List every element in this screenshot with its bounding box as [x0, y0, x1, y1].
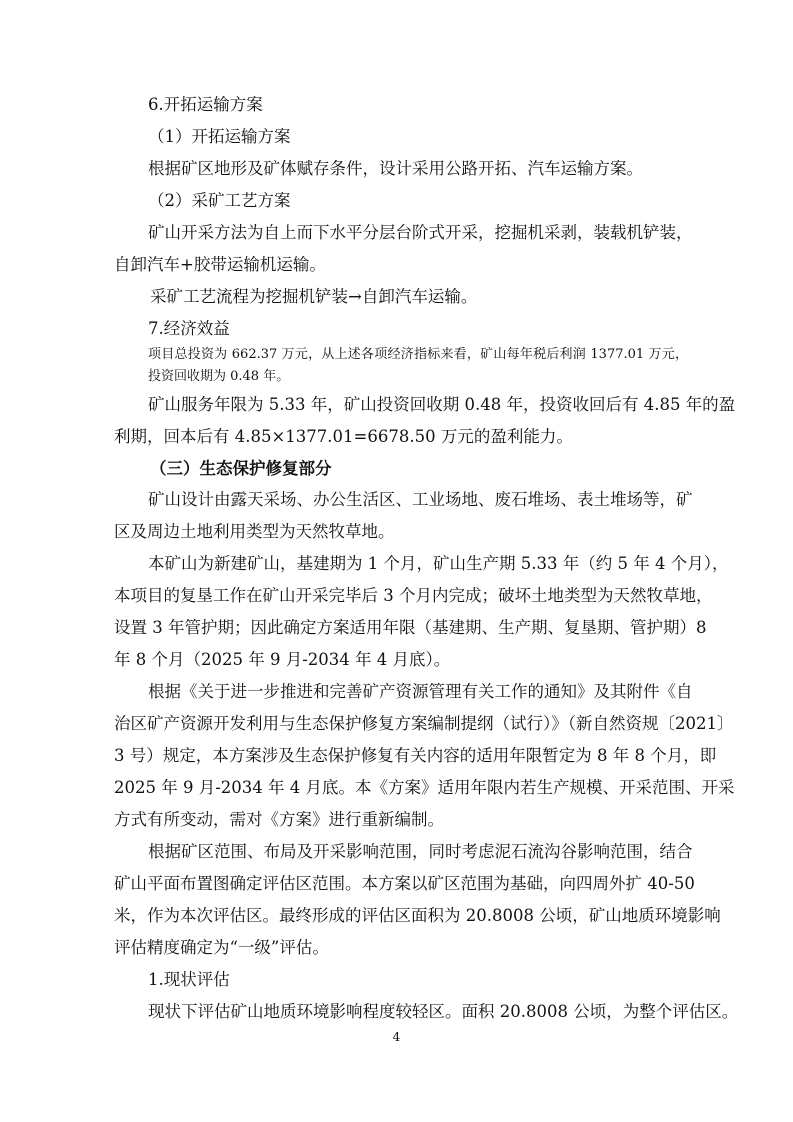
paragraph-text: 矿山开采方法为自上而下水平分层台阶式开采，挖掘机采剥，装载机铲装， — [148, 223, 693, 242]
paragraph-text: 矿山服务年限为 5.33 年，矿山投资回收期 0.48 年，投资收回后有 4.85 年的盈 — [148, 395, 736, 414]
paragraph-text: 方式有所变动，需对《方案》进行重新编制。 — [114, 810, 444, 829]
subheading-6-1: （1）开拓运输方案 — [148, 127, 291, 146]
paragraph-text: 根据矿区范围、布局及开采影响范围，同时考虑泥石流沟谷影响范围，结合 — [148, 842, 693, 861]
paragraph-text-small: 投资回收期为 0.48 年。 — [148, 369, 290, 384]
paragraph-text: 本矿山为新建矿山，基建期为 1 个月，矿山生产期 5.33 年（约 5 年 4 个月）， — [148, 554, 729, 573]
paragraph-text: 治区矿产资源开发利用与生态保护修复方案编制提纲（试行）》（新自然资规〔2021〕 — [114, 714, 734, 733]
page-number: 4 — [392, 1030, 401, 1044]
section-heading-6: 6.开拓运输方案 — [148, 95, 263, 114]
paragraph-text: 米，作为本次评估区。最终形成的评估区面积为 20.8008 公顷，矿山地质环境影响 — [114, 906, 721, 925]
paragraph-text: 采矿工艺流程为挖掘机铲装→自卸汽车运输。 — [150, 287, 478, 306]
paragraph-text: 矿山设计由露天采场、办公生活区、工业场地、废石堆场、表土堆场等，矿 — [148, 490, 693, 509]
paragraph-text: 评估精度确定为“一级”评估。 — [114, 938, 329, 957]
paragraph-text: 本项目的复垦工作在矿山开采完毕后 3 个月内完成；破坏土地类型为天然牧草地， — [114, 586, 713, 605]
paragraph-text: 根据矿区地形及矿体赋存条件，设计采用公路开拓、汽车运输方案。 — [148, 159, 643, 178]
section-heading-7: 7.经济效益 — [148, 319, 230, 338]
paragraph-text: 矿山平面布置图确定评估区范围。本方案以矿区范围为基础，向四周外扩 40-50 — [114, 874, 695, 893]
paragraph-text-small: 项目总投资为 662.37 万元，从上述各项经济指标来看，矿山每年税后利润 1377.01 万元， — [148, 347, 688, 362]
paragraph-text: 设置 3 年管护期；因此确定方案适用年限（基建期、生产期、复垦期、管护期）8 — [114, 618, 707, 637]
section-heading-1: 1.现状评估 — [148, 970, 230, 989]
paragraph-text: 2025 年 9 月-2034 年 4 月底。本《方案》适用年限内若生产规模、开采范围、开采 — [114, 778, 735, 797]
paragraph-text: 利期，回本后有 4.85×1377.01=6678.50 万元的盈利能力。 — [114, 427, 573, 446]
paragraph-text: 区及周边土地利用类型为天然牧草地。 — [114, 522, 395, 541]
paragraph-text: 3 号）规定，本方案涉及生态保护修复有关内容的适用年限暂定为 8 年 8 个月，即 — [114, 746, 717, 765]
section-heading-3: （三）生态保护修复部分 — [150, 459, 332, 478]
paragraph-text: 现状下评估矿山地质环境影响程度较轻区。面积 20.8008 公顷，为整个评估区。 — [148, 1002, 739, 1021]
subheading-6-2: （2）采矿工艺方案 — [148, 191, 291, 210]
paragraph-text: 自卸汽车+胶带运输机运输。 — [114, 255, 326, 274]
paragraph-text: 年 8 个月（2025 年 9 月-2034 年 4 月底）。 — [114, 650, 451, 669]
paragraph-text: 根据《关于进一步推进和完善矿产资源管理有关工作的通知》及其附件《自 — [148, 682, 693, 701]
